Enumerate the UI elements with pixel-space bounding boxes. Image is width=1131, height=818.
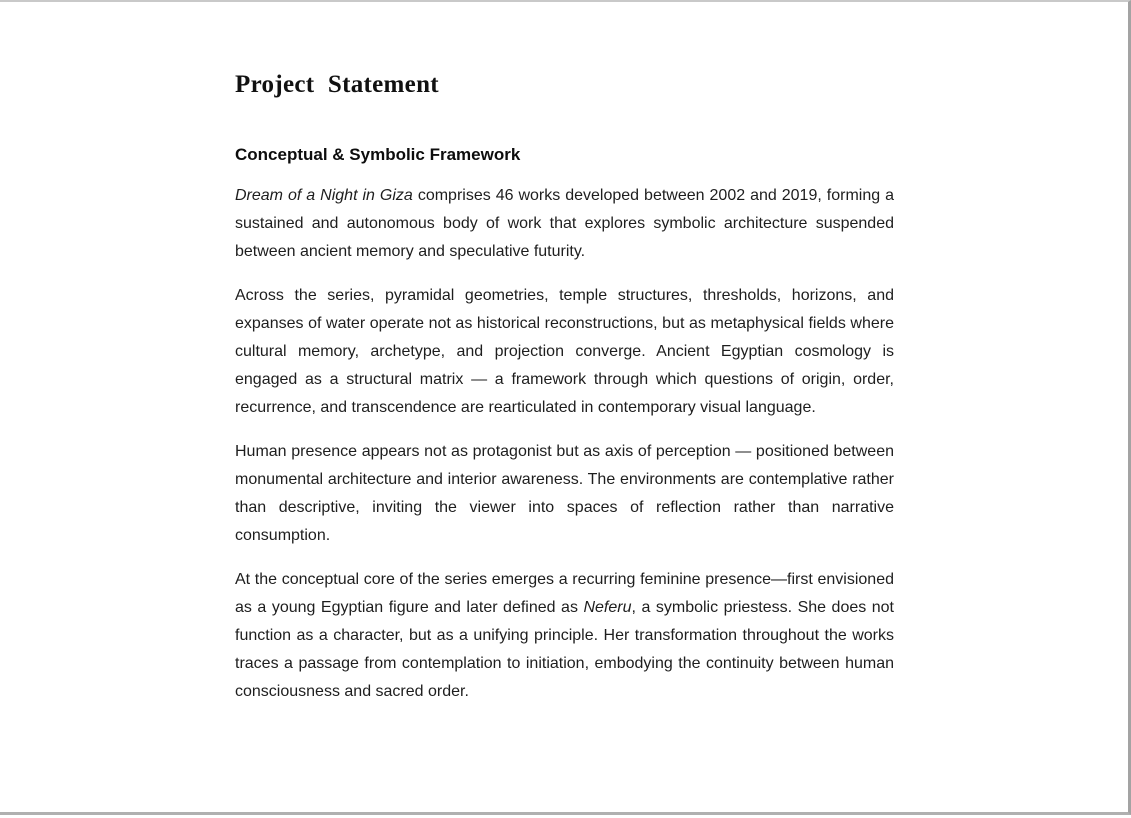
italic-text-segment: Neferu — [583, 599, 632, 616]
document-content — [235, 2, 894, 722]
body-paragraph — [235, 282, 894, 422]
italic-text-segment: Dream of a Night in Giza — [235, 187, 413, 204]
body-paragraph — [235, 182, 894, 266]
text-segment: At the conceptual core of the series emerges a recurring feminine presence—first envisioned as a young Egyptian figure and later defined as — [235, 571, 894, 616]
page-title: Project Statement — [235, 71, 439, 98]
paragraph-container — [235, 182, 894, 706]
text-segment: Across the series, pyramidal geometries, temple structures, thresholds, horizons, and expanses of water operate not as historical reconstructions, but as metaphysical fields where cultural memory, archetype, and projection converge. Ancient Egyptian cosmology is engaged as a structural matrix — a framework through which questions of origin, order, recurrence, and transcendence are rearticulated in contemporary visual language. — [235, 287, 894, 416]
text-segment: comprises 46 works developed between 2002 and 2019, forming a sustained and autonomous body of work that explores symbolic architecture suspended between ancient memory and speculative futurity. — [235, 187, 894, 260]
body-paragraph — [235, 438, 894, 550]
body-paragraph — [235, 566, 894, 706]
text-segment: Human presence appears not as protagonist but as axis of perception — positioned between monumental architecture and interior awareness. The environments are contemplative rather than descriptive, inviting the viewer into spaces of reflection rather than narrative consumption. — [235, 443, 894, 544]
text-segment: , a symbolic priestess. She does not function as a character, but as a unifying principle. Her transformation throughout the works traces a passage from contemplation to initiation, embodying the continuity between human consciousness and sacred order. — [235, 599, 894, 700]
section-heading: Conceptual & Symbolic Framework — [235, 145, 521, 164]
